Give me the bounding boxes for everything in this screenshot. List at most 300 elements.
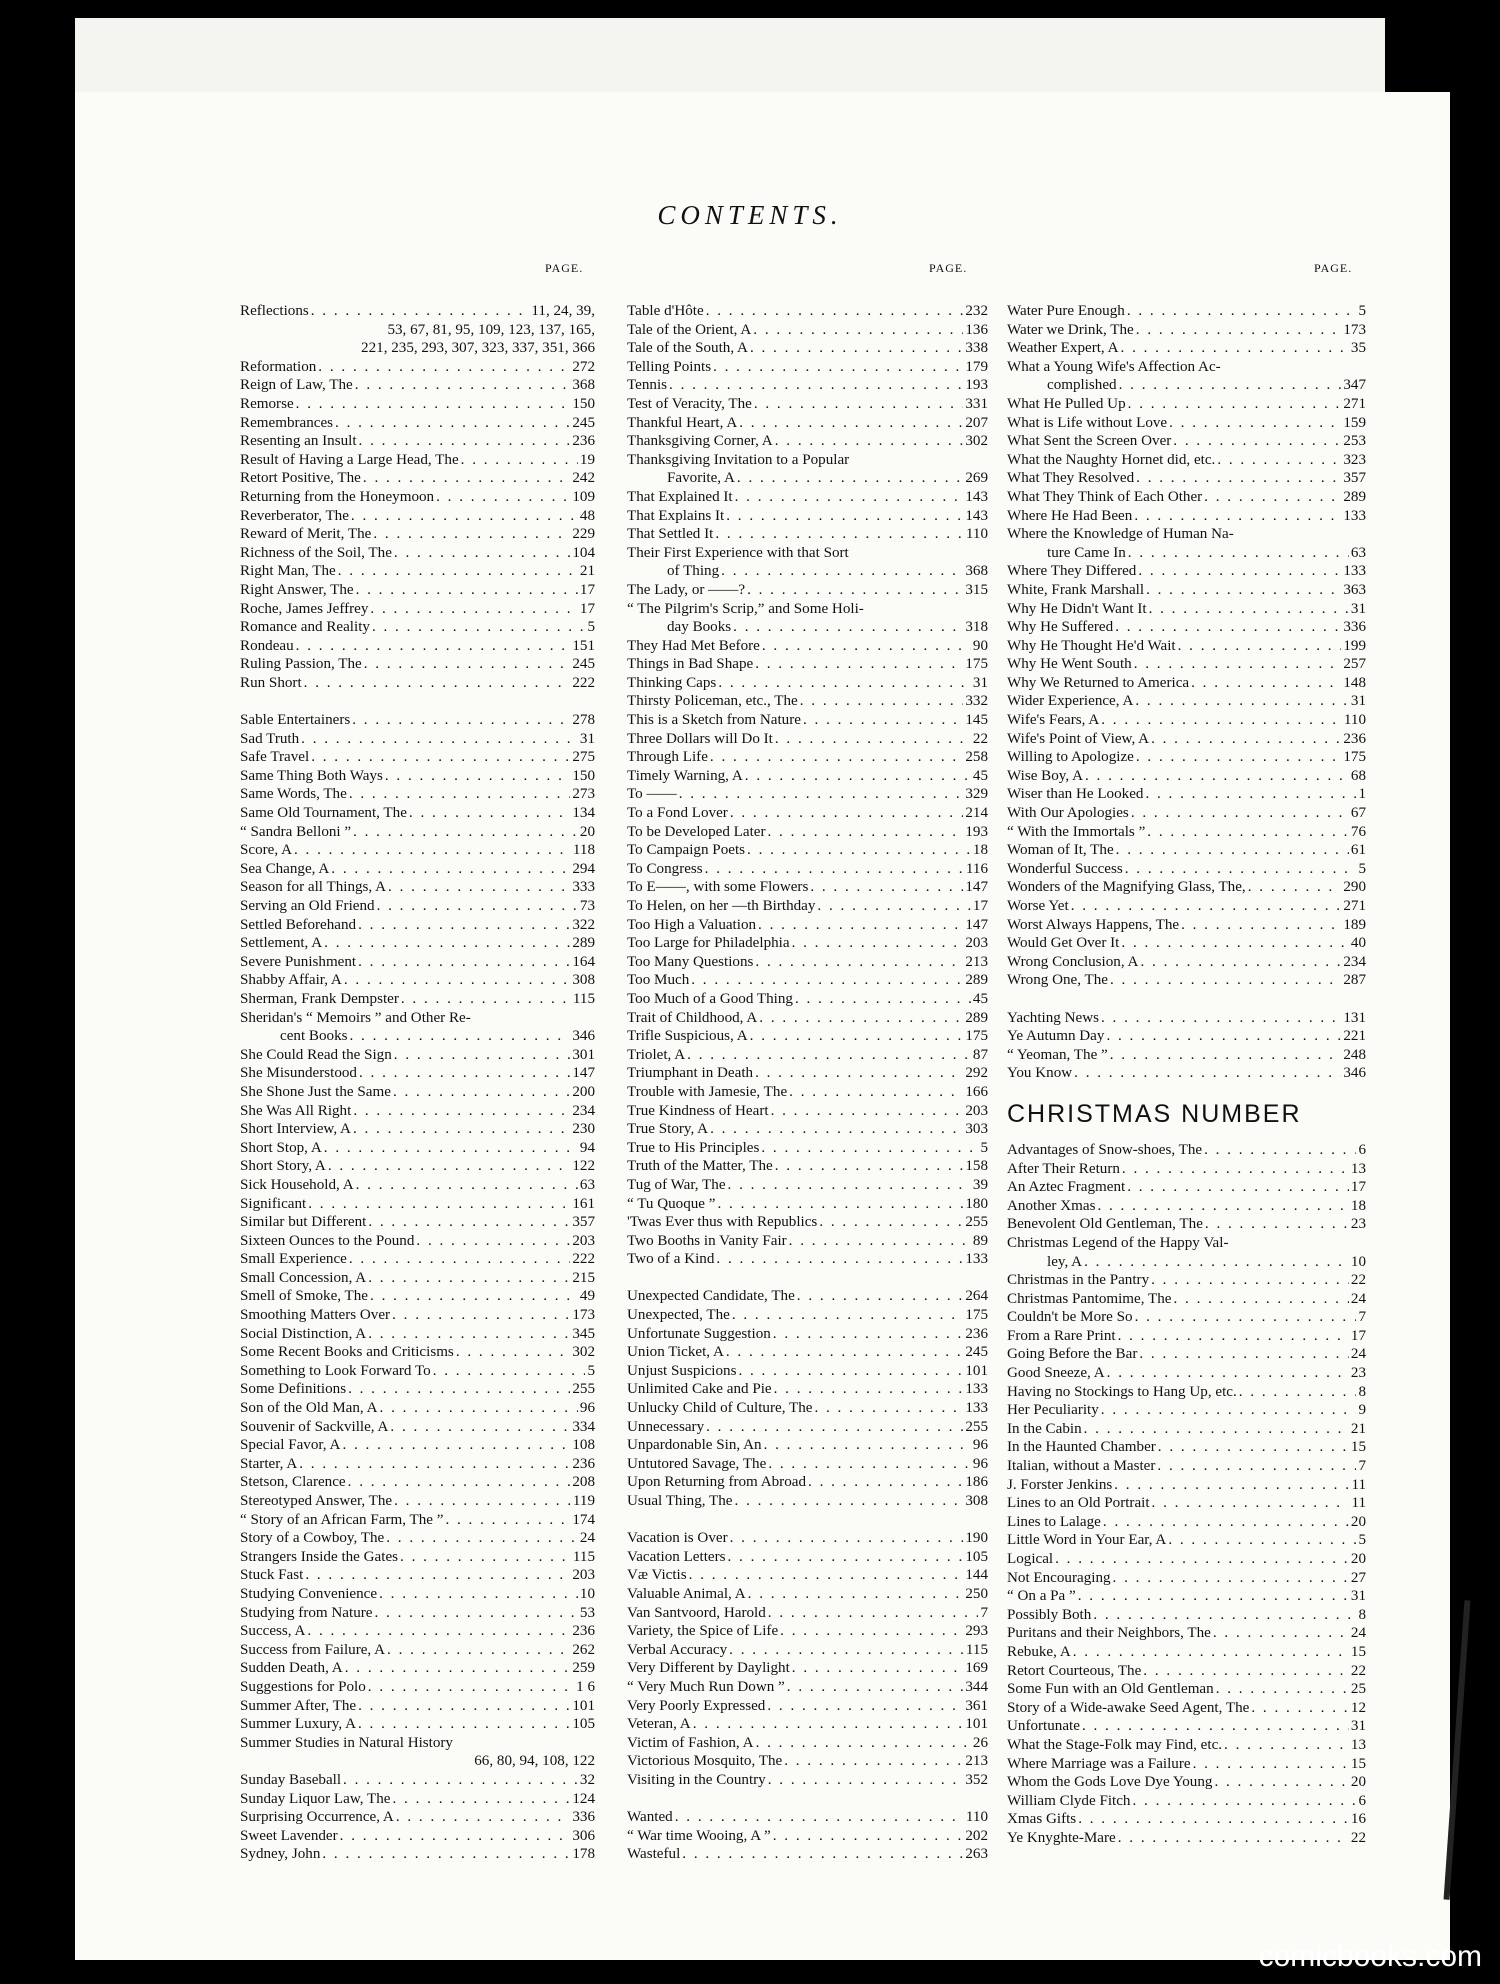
entry-page: 214: [965, 805, 988, 822]
entry-title: Why He Thought He'd Wait: [1007, 637, 1176, 654]
entry-page: 150: [572, 767, 595, 784]
index-entry: [1007, 897, 1366, 916]
entry-title: Wrong Conclusion, A: [1007, 953, 1139, 970]
entry-title: To Helen, on her —th Birthday: [627, 898, 816, 914]
index-entry: [1007, 1624, 1366, 1643]
entry-title: To a Fond Lover: [627, 805, 728, 822]
entry-page: 173: [1343, 321, 1366, 338]
index-entry: [627, 823, 988, 842]
index-entry: [240, 1083, 595, 1102]
dot-leader: [1084, 1253, 1349, 1272]
entry-title: Sad Truth: [240, 730, 300, 747]
entry-title: Short Story, A: [240, 1158, 326, 1175]
entry-title: Usual Thing, The: [627, 1493, 733, 1509]
entry-title: Wider Experience, A: [1007, 693, 1134, 710]
entry-title: Would Get Over It: [1007, 935, 1120, 952]
page-title: CONTENTS.: [657, 200, 843, 230]
index-entry: [240, 1157, 595, 1176]
index-entry: [627, 971, 988, 990]
dot-leader: [352, 711, 570, 730]
entry-title: Lines to Lalage: [1007, 1513, 1101, 1530]
dot-leader: [379, 1585, 578, 1604]
entry-page: 186: [965, 1474, 988, 1491]
dot-leader: [1071, 897, 1342, 916]
index-entry: [1007, 748, 1366, 767]
entry-title: 'Twas Ever thus with Republics: [627, 1214, 818, 1231]
entry-title: Van Santvoord, Harold: [627, 1604, 766, 1621]
index-entry: [240, 525, 595, 544]
entry-title: Væ Victis: [627, 1567, 687, 1584]
entry-page: 24: [579, 1530, 595, 1547]
dot-leader: [1101, 1401, 1357, 1420]
entry-page: 115: [965, 1641, 988, 1658]
entry-continuation-text: cent Books: [280, 1028, 348, 1045]
index-entry: [240, 878, 595, 897]
entry-page: 222: [572, 674, 595, 691]
entry-page: 122: [572, 1158, 595, 1175]
dot-leader: [721, 562, 963, 581]
entry-page: 13: [1350, 1160, 1366, 1177]
entry-page: 199: [1343, 637, 1366, 654]
index-entry: [1007, 711, 1366, 730]
entry-title: Test of Veracity, The: [627, 395, 752, 412]
entry-page: 200: [572, 1083, 595, 1100]
index-entry: [240, 600, 595, 619]
dot-leader: [436, 488, 570, 507]
index-entry: [240, 1511, 595, 1530]
dot-leader: [394, 1046, 571, 1065]
entry-title: Unpardonable Sin, An: [627, 1437, 762, 1454]
entry-title: Special Favor, A: [240, 1437, 341, 1454]
entry-page: 189: [1343, 916, 1366, 933]
entry-page: 318: [965, 619, 988, 636]
dot-leader: [735, 1492, 964, 1511]
index-entry: [627, 674, 988, 693]
dot-leader: [792, 1659, 964, 1678]
entry-page: 13: [1350, 1736, 1366, 1753]
dot-leader: [747, 581, 963, 600]
index-entry: [240, 1250, 595, 1269]
dot-leader: [738, 1362, 963, 1381]
index-entry: [627, 1362, 988, 1381]
index-entry: [1007, 878, 1366, 897]
entry-page: 67: [1350, 805, 1366, 822]
entry-page: 105: [572, 1716, 595, 1733]
entry-title: Roche, James Jeffrey: [240, 600, 369, 617]
entry-title: She Could Read the Sign: [240, 1046, 392, 1063]
entry-title: Where He Had Been: [1007, 507, 1133, 524]
index-entry: [1007, 1513, 1366, 1532]
index-entry: [627, 1529, 988, 1548]
index-entry: [1007, 507, 1366, 526]
entry-title: Two of a Kind: [627, 1251, 715, 1268]
entry-page: 245: [572, 414, 595, 431]
entry-page: 109: [572, 488, 595, 505]
entry-page: 303: [965, 1121, 988, 1138]
index-entry: [240, 1306, 595, 1325]
index-entry: [627, 1548, 988, 1567]
entry-page: 175: [965, 1028, 988, 1045]
dot-leader: [328, 1157, 571, 1176]
entry-title: Wasteful: [627, 1846, 681, 1863]
entry-title: Vacation Letters: [627, 1548, 726, 1565]
dot-leader: [1143, 1662, 1349, 1681]
entry-page: 143: [965, 507, 988, 524]
index-entry: [627, 488, 988, 507]
entry-page: 236: [572, 433, 595, 450]
entry-page: 147: [572, 1065, 595, 1082]
index-entry: [240, 1529, 595, 1548]
entry-page: 23: [1350, 1365, 1366, 1382]
dot-leader: [773, 1325, 964, 1344]
dot-leader: [393, 1790, 571, 1809]
entry-page: 345: [572, 1325, 595, 1342]
entry-title: Sea Change, A: [240, 860, 330, 877]
entry-page: 179: [965, 358, 988, 375]
index-entry: [240, 562, 595, 581]
entry-title: White, Frank Marshall: [1007, 581, 1145, 598]
index-entry: [1007, 1810, 1366, 1829]
entry-page: 131: [1343, 1009, 1366, 1026]
entry-page: 27: [1350, 1569, 1366, 1586]
entry-page: 116: [965, 860, 988, 877]
dot-leader: [1128, 395, 1342, 414]
index-entry: [627, 1325, 988, 1344]
entry-title: Wanted: [627, 1809, 673, 1826]
entry-title: Success from Failure, A: [240, 1641, 386, 1658]
dot-leader: [1216, 1680, 1349, 1699]
dot-leader: [1125, 860, 1357, 879]
index-entry: [1007, 823, 1366, 842]
entry-title: Worst Always Happens, The: [1007, 916, 1180, 933]
entry-page: 222: [572, 1251, 595, 1268]
index-entry: [627, 934, 988, 953]
index-entry: [1007, 1271, 1366, 1290]
entry-title: Starter, A: [240, 1455, 298, 1472]
dot-leader: [359, 1064, 570, 1083]
index-entry: [240, 1622, 595, 1641]
entry-title: Thinking Caps: [627, 674, 717, 691]
entry-title: “ Story of an African Farm, The ”: [240, 1511, 444, 1528]
index-entry: [240, 1009, 595, 1028]
index-entry: [627, 655, 988, 674]
entry-page: 1 6: [576, 1678, 595, 1695]
entry-page: 203: [965, 935, 988, 952]
dot-leader: [693, 1715, 964, 1734]
dot-leader: [388, 878, 570, 897]
dot-leader: [1213, 1624, 1349, 1643]
entry-page: 32: [579, 1771, 595, 1788]
index-entry: [1007, 860, 1366, 879]
index-entry: [240, 1585, 595, 1604]
entry-page: 133: [1343, 563, 1366, 580]
index-entry: [240, 358, 595, 377]
entry-page: 101: [965, 1362, 988, 1379]
entry-title: Rondeau: [240, 637, 294, 654]
index-entry: [627, 878, 988, 897]
entry-title: Wonderful Success: [1007, 860, 1123, 877]
entry-title: Very Poorly Expressed: [627, 1697, 766, 1714]
entry-continuation: [240, 339, 595, 358]
entry-page: 257: [1343, 656, 1366, 673]
dot-leader: [1217, 451, 1341, 470]
dot-leader: [1114, 1476, 1349, 1495]
entry-title: To Campaign Poets: [627, 842, 746, 859]
index-entry: [1007, 1569, 1366, 1588]
entry-page: 336: [1343, 619, 1366, 636]
entry-title: Unexpected, The: [627, 1307, 730, 1324]
entry-page: 308: [572, 972, 595, 989]
entry-page: 73: [579, 898, 595, 914]
entry-title: You Know: [1007, 1065, 1073, 1082]
dot-leader: [368, 1213, 570, 1232]
entry-page: 48: [579, 507, 595, 524]
index-entry: [1007, 767, 1366, 786]
index-entry: [627, 1622, 988, 1641]
section-heading: CHRISTMAS NUMBER: [1007, 1099, 1302, 1128]
index-entry: [1007, 1680, 1366, 1699]
index-entry: [627, 841, 988, 860]
entry-title: Sudden Death, A: [240, 1660, 343, 1677]
index-entry: [627, 1752, 988, 1771]
entry-page: 20: [1350, 1551, 1366, 1567]
dot-leader: [311, 748, 570, 767]
dot-leader: [732, 1306, 964, 1325]
index-entry: [1007, 1420, 1366, 1439]
index-entry: [627, 302, 988, 321]
entry-title: Strangers Inside the Gates: [240, 1548, 399, 1565]
dot-leader: [294, 841, 571, 860]
entry-title: Thanksgiving Invitation to a Popular: [627, 451, 850, 468]
dot-leader: [349, 1250, 570, 1269]
entry-page: 16: [1350, 1811, 1366, 1828]
dot-leader: [304, 674, 571, 693]
index-entry: [240, 655, 595, 674]
entry-title: Richness of the Soil, The: [240, 544, 392, 561]
index-entry: [240, 432, 595, 451]
entry-title: Summer Studies in Natural History: [240, 1734, 453, 1751]
index-entry: [240, 1455, 595, 1474]
index-entry: [1007, 1773, 1366, 1792]
dot-leader: [1151, 1271, 1349, 1290]
entry-page: 145: [965, 712, 988, 729]
entry-page: 271: [1343, 898, 1366, 914]
dot-leader: [296, 395, 571, 414]
entry-title: To Congress: [627, 860, 703, 877]
entry-page: 24: [1350, 1346, 1366, 1363]
entry-title: Severe Punishment: [240, 953, 357, 970]
entry-page: 133: [1343, 507, 1366, 524]
index-entry: [627, 1195, 988, 1214]
index-entry: [627, 432, 988, 451]
entry-title: Stetson, Clarence: [240, 1474, 346, 1491]
entry-page: 338: [965, 340, 988, 357]
entry-page: 236: [572, 1455, 595, 1472]
entry-page: 357: [1343, 470, 1366, 487]
entry-page: 213: [965, 1753, 988, 1770]
entry-title: Summer After, The: [240, 1697, 357, 1714]
index-entry: [627, 1287, 988, 1306]
entry-page: 278: [572, 712, 595, 729]
entry-title: Possibly Both: [1007, 1606, 1092, 1623]
index-entry: [240, 1790, 595, 1809]
index-entry: [1007, 953, 1366, 972]
dot-leader: [679, 785, 964, 804]
entry-page: 255: [965, 1418, 988, 1435]
index-entry: [627, 1604, 988, 1623]
entry-title: From a Rare Print: [1007, 1327, 1116, 1344]
entry-title: What is Life without Love: [1007, 414, 1168, 431]
entry-title: Social Distinction, A: [240, 1325, 367, 1342]
index-entry: [1007, 1457, 1366, 1476]
entry-page: 301: [572, 1046, 595, 1063]
index-entry: [240, 971, 595, 990]
index-entry: [240, 1715, 595, 1734]
dot-leader: [1119, 376, 1342, 395]
dot-leader: [755, 655, 963, 674]
entry-title: Unexpected Candidate, The: [627, 1288, 795, 1305]
dot-leader: [750, 1027, 964, 1046]
entry-page: 5: [1358, 860, 1366, 877]
entry-page: 24: [1350, 1625, 1366, 1642]
index-entry: [1007, 432, 1366, 451]
entry-page: 17: [579, 581, 595, 598]
entry-title: Tug of War, The: [627, 1176, 726, 1193]
entry-title: Short Stop, A: [240, 1139, 322, 1156]
entry-page: 161: [572, 1195, 595, 1212]
entry-title: Significant: [240, 1195, 307, 1212]
entry-title: Something to Look Forward To: [240, 1362, 431, 1379]
entry-title: Retort Positive, The: [240, 470, 361, 487]
index-entry: [240, 1697, 595, 1716]
entry-title: Trouble with Jamesie, The: [627, 1083, 788, 1100]
entry-page: 124: [572, 1790, 595, 1807]
entry-continuation: [627, 562, 988, 581]
index-entry: [627, 1585, 988, 1604]
entry-title: Why He Suffered: [1007, 619, 1114, 636]
dot-leader: [1093, 1606, 1356, 1625]
index-entry: [1007, 1401, 1366, 1420]
entry-page: 5: [587, 619, 595, 636]
entry-title: Too Large for Philadelphia: [627, 935, 790, 952]
index-entry: [240, 711, 595, 730]
index-entry: [240, 1771, 595, 1790]
dot-leader: [349, 785, 571, 804]
entry-title: That Explained It: [627, 488, 733, 505]
dot-leader: [358, 1697, 570, 1716]
dot-leader: [1149, 600, 1349, 619]
index-entry: [1007, 414, 1366, 433]
entry-page: 17: [972, 898, 988, 914]
entry-page: 20: [1350, 1774, 1366, 1791]
dot-leader: [343, 1771, 578, 1790]
index-entry: [240, 1380, 595, 1399]
entry-title: Another Xmas: [1007, 1197, 1096, 1214]
dot-leader: [1118, 1327, 1349, 1346]
entry-title: Safe Travel: [240, 749, 310, 766]
entry-title: “ The Pilgrim's Scrip,” and Some Holi-: [627, 600, 864, 617]
entry-title: Logical: [1007, 1551, 1054, 1567]
index-entry: [627, 507, 988, 526]
dot-leader: [1173, 1290, 1348, 1309]
entry-title: To E——, with some Flowers: [627, 879, 809, 896]
entry-title: Settlement, A: [240, 935, 323, 952]
index-entry: [1007, 934, 1366, 953]
dot-leader: [762, 637, 971, 656]
entry-page: 15: [1350, 1643, 1366, 1660]
entry-title: Summer Luxury, A: [240, 1716, 356, 1733]
index-entry: [1007, 321, 1366, 340]
entry-title: Run Short: [240, 674, 302, 691]
entry-title: Shabby Affair, A: [240, 972, 342, 989]
dot-leader: [338, 562, 578, 581]
index-entry: [627, 897, 988, 916]
index-entry: [240, 451, 595, 470]
entry-page: 23: [1350, 1216, 1366, 1233]
entry-title: Too Much: [627, 972, 690, 989]
entry-page: 150: [572, 395, 595, 412]
index-entry: [1007, 916, 1366, 935]
site-watermark: comicbooks.com: [1258, 1940, 1482, 1973]
entry-page: 306: [572, 1827, 595, 1844]
dot-leader: [1224, 1736, 1349, 1755]
index-entry: [1007, 655, 1366, 674]
entry-title: Benevolent Old Gentleman, The: [1007, 1216, 1203, 1233]
dot-leader: [730, 804, 964, 823]
index-entry: [240, 1120, 595, 1139]
entry-title: Where the Knowledge of Human Na-: [1007, 526, 1234, 543]
entry-page: 25: [1350, 1681, 1366, 1698]
dot-leader: [377, 897, 578, 916]
dot-leader: [1173, 432, 1341, 451]
index-entry: [240, 953, 595, 972]
entry-page: 203: [572, 1232, 595, 1249]
entry-page: 49: [579, 1288, 595, 1305]
entry-page: 63: [579, 1176, 595, 1193]
entry-title: Same Thing Both Ways: [240, 767, 383, 784]
index-entry: [1007, 1046, 1366, 1065]
entry-page: 115: [572, 990, 595, 1007]
dot-leader: [774, 1380, 964, 1399]
entry-page: 258: [965, 749, 988, 766]
dot-leader: [754, 395, 964, 414]
entry-page: 101: [572, 1697, 595, 1714]
entry-title: Unlimited Cake and Pie: [627, 1381, 772, 1398]
dot-leader: [810, 878, 963, 897]
index-entry: [240, 1195, 595, 1214]
entry-page: 287: [1343, 972, 1366, 989]
dot-leader: [768, 823, 964, 842]
entry-title: Too High a Valuation: [627, 916, 757, 933]
entry-page: 6: [1358, 1792, 1366, 1809]
entry-title: Settled Beforehand: [240, 916, 357, 933]
entry-title: In the Cabin: [1007, 1420, 1082, 1437]
entry-title: “ Yeoman, The ”: [1007, 1046, 1108, 1063]
entry-page: 207: [965, 414, 988, 431]
entry-title: Reflections: [240, 303, 309, 319]
entry-title: Reverberator, The: [240, 507, 349, 524]
index-column-t-w: [627, 302, 988, 1864]
entry-title: To ——: [627, 786, 677, 803]
index-entry: [240, 376, 595, 395]
entry-title: “ With the Immortals ”: [1007, 823, 1146, 840]
entry-title: Their First Experience with that Sort: [627, 544, 849, 561]
entry-page: 11: [1351, 1476, 1366, 1493]
entry-page: 136: [965, 321, 988, 338]
entry-title: Returning from the Honeymoon: [240, 488, 435, 505]
index-entry: [627, 544, 988, 563]
entry-continuation-text: of Thing: [667, 563, 720, 580]
